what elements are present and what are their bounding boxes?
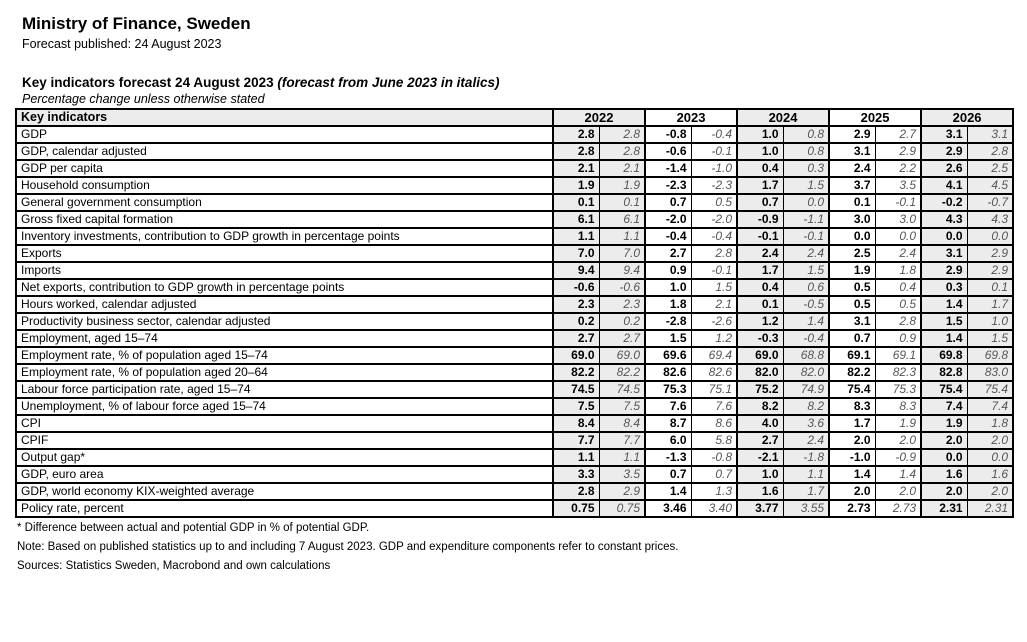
value-june-forecast: 1.5	[691, 279, 737, 296]
value-june-forecast: 2.9	[875, 143, 921, 160]
value-june-forecast: -0.1	[783, 228, 829, 245]
value-august-forecast: 3.77	[737, 500, 783, 517]
value-august-forecast: 2.5	[829, 245, 875, 262]
value-august-forecast: 2.3	[553, 296, 599, 313]
value-june-forecast: 5.8	[691, 432, 737, 449]
value-august-forecast: 75.4	[921, 381, 967, 398]
value-august-forecast: 69.8	[921, 347, 967, 364]
value-june-forecast: 2.8	[875, 313, 921, 330]
value-august-forecast: 3.1	[921, 245, 967, 262]
value-august-forecast: 1.0	[737, 126, 783, 143]
value-august-forecast: 0.1	[553, 194, 599, 211]
value-june-forecast: 75.3	[875, 381, 921, 398]
indicator-label: Labour force participation rate, aged 15–74	[16, 381, 553, 398]
value-august-forecast: 4.0	[737, 415, 783, 432]
value-june-forecast: 4.5	[967, 177, 1013, 194]
value-august-forecast: 2.0	[829, 432, 875, 449]
value-august-forecast: 2.31	[921, 500, 967, 517]
value-june-forecast: 0.0	[875, 228, 921, 245]
value-august-forecast: -2.3	[645, 177, 691, 194]
value-august-forecast: 4.1	[921, 177, 967, 194]
value-august-forecast: 69.1	[829, 347, 875, 364]
value-august-forecast: 82.6	[645, 364, 691, 381]
value-june-forecast: 69.4	[691, 347, 737, 364]
value-august-forecast: 1.7	[829, 415, 875, 432]
value-august-forecast: 82.8	[921, 364, 967, 381]
value-august-forecast: 3.46	[645, 500, 691, 517]
value-june-forecast: 2.9	[967, 262, 1013, 279]
value-june-forecast: 0.5	[875, 296, 921, 313]
value-june-forecast: -2.6	[691, 313, 737, 330]
value-august-forecast: 7.6	[645, 398, 691, 415]
value-june-forecast: 74.9	[783, 381, 829, 398]
value-august-forecast: 3.1	[921, 126, 967, 143]
value-august-forecast: 1.4	[829, 466, 875, 483]
value-june-forecast: 0.6	[783, 279, 829, 296]
value-june-forecast: 3.55	[783, 500, 829, 517]
value-august-forecast: 1.5	[645, 330, 691, 347]
footnote-sources: Sources: Statistics Sweden, Macrobond and own calculations	[17, 560, 331, 572]
value-june-forecast: 0.0	[967, 449, 1013, 466]
value-june-forecast: 2.7	[599, 330, 645, 347]
value-august-forecast: 0.0	[921, 449, 967, 466]
value-june-forecast: 0.0	[783, 194, 829, 211]
value-august-forecast: -0.3	[737, 330, 783, 347]
value-june-forecast: 7.7	[599, 432, 645, 449]
value-august-forecast: 75.4	[829, 381, 875, 398]
value-june-forecast: -0.6	[599, 279, 645, 296]
indicator-label: Net exports, contribution to GDP growth in percentage points	[16, 279, 553, 296]
value-august-forecast: 9.4	[553, 262, 599, 279]
indicator-label: Employment rate, % of population aged 20–64	[16, 364, 553, 381]
value-june-forecast: 1.4	[783, 313, 829, 330]
table-row	[16, 483, 1013, 500]
value-august-forecast: 7.7	[553, 432, 599, 449]
value-august-forecast: 6.0	[645, 432, 691, 449]
table-row	[16, 143, 1013, 160]
value-august-forecast: 0.3	[921, 279, 967, 296]
value-june-forecast: -0.4	[783, 330, 829, 347]
value-june-forecast: 3.6	[783, 415, 829, 432]
value-june-forecast: 0.75	[599, 500, 645, 517]
value-june-forecast: 2.8	[599, 126, 645, 143]
value-june-forecast: 2.1	[599, 160, 645, 177]
value-august-forecast: 1.9	[829, 262, 875, 279]
value-august-forecast: 2.7	[553, 330, 599, 347]
value-august-forecast: 3.1	[829, 313, 875, 330]
value-june-forecast: 2.3	[599, 296, 645, 313]
value-august-forecast: 2.9	[829, 126, 875, 143]
value-august-forecast: 1.7	[737, 177, 783, 194]
value-august-forecast: 75.3	[645, 381, 691, 398]
value-august-forecast: 8.7	[645, 415, 691, 432]
value-august-forecast: 2.7	[737, 432, 783, 449]
value-june-forecast: 0.8	[783, 126, 829, 143]
value-august-forecast: 6.1	[553, 211, 599, 228]
value-june-forecast: 2.0	[967, 432, 1013, 449]
value-august-forecast: 69.6	[645, 347, 691, 364]
value-august-forecast: 1.1	[553, 449, 599, 466]
value-august-forecast: 1.9	[553, 177, 599, 194]
indicator-label: Output gap*	[16, 449, 553, 466]
year-header-2023: 2023	[645, 109, 737, 126]
value-june-forecast: 0.3	[783, 160, 829, 177]
value-june-forecast: 2.9	[599, 483, 645, 500]
value-august-forecast: -0.4	[645, 228, 691, 245]
value-august-forecast: 8.3	[829, 398, 875, 415]
value-august-forecast: 1.9	[921, 415, 967, 432]
indicator-label: Exports	[16, 245, 553, 262]
value-august-forecast: 1.0	[737, 466, 783, 483]
value-august-forecast: 2.6	[921, 160, 967, 177]
value-august-forecast: -0.6	[645, 143, 691, 160]
column-header-key-indicators: Key indicators	[16, 109, 553, 126]
value-june-forecast: 2.0	[875, 432, 921, 449]
value-august-forecast: -0.2	[921, 194, 967, 211]
value-august-forecast: -1.0	[829, 449, 875, 466]
value-june-forecast: 7.4	[967, 398, 1013, 415]
value-june-forecast: 2.4	[783, 245, 829, 262]
value-june-forecast: 1.7	[967, 296, 1013, 313]
indicator-label: Inventory investments, contribution to GDP growth in percentage points	[16, 228, 553, 245]
value-august-forecast: 2.8	[553, 143, 599, 160]
indicator-label: GDP	[16, 126, 553, 143]
value-june-forecast: 2.8	[967, 143, 1013, 160]
year-header-2025: 2025	[829, 109, 921, 126]
indicator-label: Employment rate, % of population aged 15–74	[16, 347, 553, 364]
key-indicators-table	[15, 108, 1014, 518]
indicator-label: GDP, calendar adjusted	[16, 143, 553, 160]
indicator-label: CPI	[16, 415, 553, 432]
value-june-forecast: 8.2	[783, 398, 829, 415]
indicator-label: Productivity business sector, calendar adjusted	[16, 313, 553, 330]
value-august-forecast: 0.75	[553, 500, 599, 517]
value-june-forecast: 8.3	[875, 398, 921, 415]
value-august-forecast: -0.1	[737, 228, 783, 245]
value-august-forecast: 0.0	[829, 228, 875, 245]
value-august-forecast: 1.0	[737, 143, 783, 160]
value-august-forecast: 4.3	[921, 211, 967, 228]
value-june-forecast: 4.3	[967, 211, 1013, 228]
value-august-forecast: 0.1	[737, 296, 783, 313]
value-august-forecast: 1.6	[921, 466, 967, 483]
value-june-forecast: 2.5	[967, 160, 1013, 177]
table-row	[16, 211, 1013, 228]
table-header-row	[16, 109, 1013, 126]
value-june-forecast: 1.4	[875, 466, 921, 483]
footnotes	[17, 522, 1014, 573]
table-row	[16, 126, 1013, 143]
value-june-forecast: 2.31	[967, 500, 1013, 517]
indicator-label: General government consumption	[16, 194, 553, 211]
indicator-label: GDP, euro area	[16, 466, 553, 483]
table-row	[16, 160, 1013, 177]
value-june-forecast: -0.5	[783, 296, 829, 313]
value-august-forecast: 0.4	[737, 160, 783, 177]
table-row	[16, 228, 1013, 245]
table-row	[16, 364, 1013, 381]
value-june-forecast: 0.5	[691, 194, 737, 211]
value-june-forecast: 8.6	[691, 415, 737, 432]
value-august-forecast: 2.73	[829, 500, 875, 517]
value-june-forecast: 1.9	[599, 177, 645, 194]
value-august-forecast: 82.2	[829, 364, 875, 381]
value-june-forecast: -1.1	[783, 211, 829, 228]
value-june-forecast: -1.8	[783, 449, 829, 466]
value-august-forecast: 8.4	[553, 415, 599, 432]
value-june-forecast: 2.2	[875, 160, 921, 177]
value-august-forecast: 0.4	[737, 279, 783, 296]
value-june-forecast: -0.4	[691, 228, 737, 245]
value-june-forecast: 1.5	[783, 177, 829, 194]
table-row	[16, 415, 1013, 432]
value-june-forecast: 7.5	[599, 398, 645, 415]
indicator-label: Household consumption	[16, 177, 553, 194]
value-august-forecast: -0.9	[737, 211, 783, 228]
value-june-forecast: 83.0	[967, 364, 1013, 381]
indicator-label: CPIF	[16, 432, 553, 449]
value-august-forecast: 3.1	[829, 143, 875, 160]
value-june-forecast: 2.8	[691, 245, 737, 262]
year-header-2024: 2024	[737, 109, 829, 126]
value-june-forecast: 2.4	[783, 432, 829, 449]
table-row	[16, 262, 1013, 279]
footnote-output-gap: * Difference between actual and potential GDP in % of potential GDP.	[17, 522, 370, 534]
value-june-forecast: -2.0	[691, 211, 737, 228]
value-june-forecast: 75.1	[691, 381, 737, 398]
year-header-2022: 2022	[553, 109, 645, 126]
value-june-forecast: 7.0	[599, 245, 645, 262]
value-august-forecast: 0.7	[645, 466, 691, 483]
value-august-forecast: 82.2	[553, 364, 599, 381]
value-june-forecast: 68.8	[783, 347, 829, 364]
value-june-forecast: 1.5	[967, 330, 1013, 347]
value-june-forecast: 2.0	[967, 483, 1013, 500]
value-june-forecast: -0.1	[875, 194, 921, 211]
value-august-forecast: -1.4	[645, 160, 691, 177]
indicator-label: Policy rate, percent	[16, 500, 553, 517]
value-june-forecast: -0.7	[967, 194, 1013, 211]
value-june-forecast: 2.73	[875, 500, 921, 517]
value-august-forecast: 2.4	[829, 160, 875, 177]
value-august-forecast: 74.5	[553, 381, 599, 398]
value-june-forecast: 69.1	[875, 347, 921, 364]
value-august-forecast: 7.4	[921, 398, 967, 415]
value-august-forecast: 3.0	[829, 211, 875, 228]
value-august-forecast: 69.0	[553, 347, 599, 364]
value-june-forecast: 3.5	[875, 177, 921, 194]
value-june-forecast: -2.3	[691, 177, 737, 194]
value-june-forecast: 1.6	[967, 466, 1013, 483]
value-august-forecast: 2.7	[645, 245, 691, 262]
value-june-forecast: 2.7	[875, 126, 921, 143]
page-title: Ministry of Finance, Sweden	[22, 14, 251, 33]
table-row	[16, 381, 1013, 398]
value-august-forecast: 0.0	[921, 228, 967, 245]
value-june-forecast: 1.3	[691, 483, 737, 500]
value-june-forecast: 7.6	[691, 398, 737, 415]
value-june-forecast: 0.8	[783, 143, 829, 160]
table-row	[16, 500, 1013, 517]
value-august-forecast: 0.5	[829, 296, 875, 313]
value-august-forecast: 0.2	[553, 313, 599, 330]
value-august-forecast: 1.8	[645, 296, 691, 313]
value-june-forecast: 2.0	[875, 483, 921, 500]
year-header-2026: 2026	[921, 109, 1013, 126]
value-august-forecast: 1.4	[645, 483, 691, 500]
footnote-note: Note: Based on published statistics up to and including 7 August 2023. GDP and expenditure components refer to constant prices.	[17, 541, 679, 553]
value-june-forecast: -0.1	[691, 143, 737, 160]
value-june-forecast: 6.1	[599, 211, 645, 228]
value-june-forecast: 69.8	[967, 347, 1013, 364]
value-august-forecast: 3.3	[553, 466, 599, 483]
value-august-forecast: 1.2	[737, 313, 783, 330]
value-june-forecast: -1.0	[691, 160, 737, 177]
value-june-forecast: 9.4	[599, 262, 645, 279]
value-august-forecast: 1.4	[921, 330, 967, 347]
value-june-forecast: 1.1	[599, 228, 645, 245]
value-august-forecast: -2.8	[645, 313, 691, 330]
value-june-forecast: 0.1	[967, 279, 1013, 296]
value-june-forecast: 1.9	[875, 415, 921, 432]
value-august-forecast: 7.0	[553, 245, 599, 262]
value-june-forecast: 0.2	[599, 313, 645, 330]
value-june-forecast: 2.9	[967, 245, 1013, 262]
value-august-forecast: 69.0	[737, 347, 783, 364]
value-june-forecast: 0.1	[599, 194, 645, 211]
value-august-forecast: 82.0	[737, 364, 783, 381]
value-june-forecast: 1.0	[967, 313, 1013, 330]
value-august-forecast: 2.9	[921, 143, 967, 160]
table-row	[16, 177, 1013, 194]
value-june-forecast: 0.7	[691, 466, 737, 483]
table-row	[16, 296, 1013, 313]
value-august-forecast: 0.9	[645, 262, 691, 279]
value-june-forecast: 1.8	[967, 415, 1013, 432]
table-body	[16, 126, 1013, 517]
value-august-forecast: 1.4	[921, 296, 967, 313]
indicator-label: Imports	[16, 262, 553, 279]
value-august-forecast: 1.5	[921, 313, 967, 330]
table-row	[16, 313, 1013, 330]
table-row	[16, 194, 1013, 211]
table-row	[16, 279, 1013, 296]
value-june-forecast: 2.1	[691, 296, 737, 313]
value-june-forecast: 82.0	[783, 364, 829, 381]
value-august-forecast: 8.2	[737, 398, 783, 415]
value-june-forecast: 75.4	[967, 381, 1013, 398]
value-august-forecast: 1.7	[737, 262, 783, 279]
value-august-forecast: 1.1	[553, 228, 599, 245]
value-june-forecast: 1.8	[875, 262, 921, 279]
table-row	[16, 398, 1013, 415]
value-june-forecast: -0.8	[691, 449, 737, 466]
value-june-forecast: 1.2	[691, 330, 737, 347]
value-august-forecast: 7.5	[553, 398, 599, 415]
value-august-forecast: 0.1	[829, 194, 875, 211]
value-june-forecast: -0.4	[691, 126, 737, 143]
indicator-label: Gross fixed capital formation	[16, 211, 553, 228]
value-august-forecast: 3.7	[829, 177, 875, 194]
units-note: Percentage change unless otherwise stated	[22, 92, 265, 106]
indicator-label: GDP, world economy KIX-weighted average	[16, 483, 553, 500]
value-june-forecast: 82.3	[875, 364, 921, 381]
value-august-forecast: -2.1	[737, 449, 783, 466]
value-june-forecast: 2.4	[875, 245, 921, 262]
value-june-forecast: -0.9	[875, 449, 921, 466]
value-august-forecast: 2.1	[553, 160, 599, 177]
table-row	[16, 347, 1013, 364]
value-august-forecast: 0.7	[737, 194, 783, 211]
value-june-forecast: 74.5	[599, 381, 645, 398]
value-august-forecast: 0.5	[829, 279, 875, 296]
value-june-forecast: 1.1	[783, 466, 829, 483]
value-august-forecast: 2.0	[921, 432, 967, 449]
value-august-forecast: -0.6	[553, 279, 599, 296]
indicator-label: Employment, aged 15–74	[16, 330, 553, 347]
value-june-forecast: 3.40	[691, 500, 737, 517]
value-june-forecast: 69.0	[599, 347, 645, 364]
value-august-forecast: 2.8	[553, 126, 599, 143]
table-heading-italic-note: (forecast from June 2023 in italics)	[277, 75, 500, 90]
table-row	[16, 245, 1013, 262]
value-june-forecast: 8.4	[599, 415, 645, 432]
value-august-forecast: 2.0	[921, 483, 967, 500]
value-june-forecast: 82.6	[691, 364, 737, 381]
value-june-forecast: -0.1	[691, 262, 737, 279]
value-august-forecast: 0.7	[645, 194, 691, 211]
value-june-forecast: 1.1	[599, 449, 645, 466]
table-heading	[22, 75, 1014, 90]
value-june-forecast: 0.9	[875, 330, 921, 347]
value-august-forecast: -0.8	[645, 126, 691, 143]
table-row	[16, 466, 1013, 483]
value-august-forecast: 2.0	[829, 483, 875, 500]
value-june-forecast: 0.4	[875, 279, 921, 296]
indicator-label: Hours worked, calendar adjusted	[16, 296, 553, 313]
value-june-forecast: 3.0	[875, 211, 921, 228]
value-august-forecast: -1.3	[645, 449, 691, 466]
published-date: Forecast published: 24 August 2023	[22, 37, 222, 51]
table-row	[16, 432, 1013, 449]
value-august-forecast: 1.0	[645, 279, 691, 296]
indicator-label: GDP per capita	[16, 160, 553, 177]
value-june-forecast: 82.2	[599, 364, 645, 381]
value-august-forecast: 2.9	[921, 262, 967, 279]
value-august-forecast: 75.2	[737, 381, 783, 398]
value-june-forecast: 3.5	[599, 466, 645, 483]
value-august-forecast: -2.0	[645, 211, 691, 228]
value-june-forecast: 1.7	[783, 483, 829, 500]
indicator-label: Unemployment, % of labour force aged 15–74	[16, 398, 553, 415]
value-august-forecast: 0.7	[829, 330, 875, 347]
value-june-forecast: 3.1	[967, 126, 1013, 143]
value-august-forecast: 1.6	[737, 483, 783, 500]
table-row	[16, 449, 1013, 466]
value-june-forecast: 1.5	[783, 262, 829, 279]
table-row	[16, 330, 1013, 347]
value-august-forecast: 2.8	[553, 483, 599, 500]
value-june-forecast: 2.8	[599, 143, 645, 160]
value-june-forecast: 0.0	[967, 228, 1013, 245]
table-heading-main: Key indicators forecast 24 August 2023	[22, 75, 274, 90]
value-august-forecast: 2.4	[737, 245, 783, 262]
